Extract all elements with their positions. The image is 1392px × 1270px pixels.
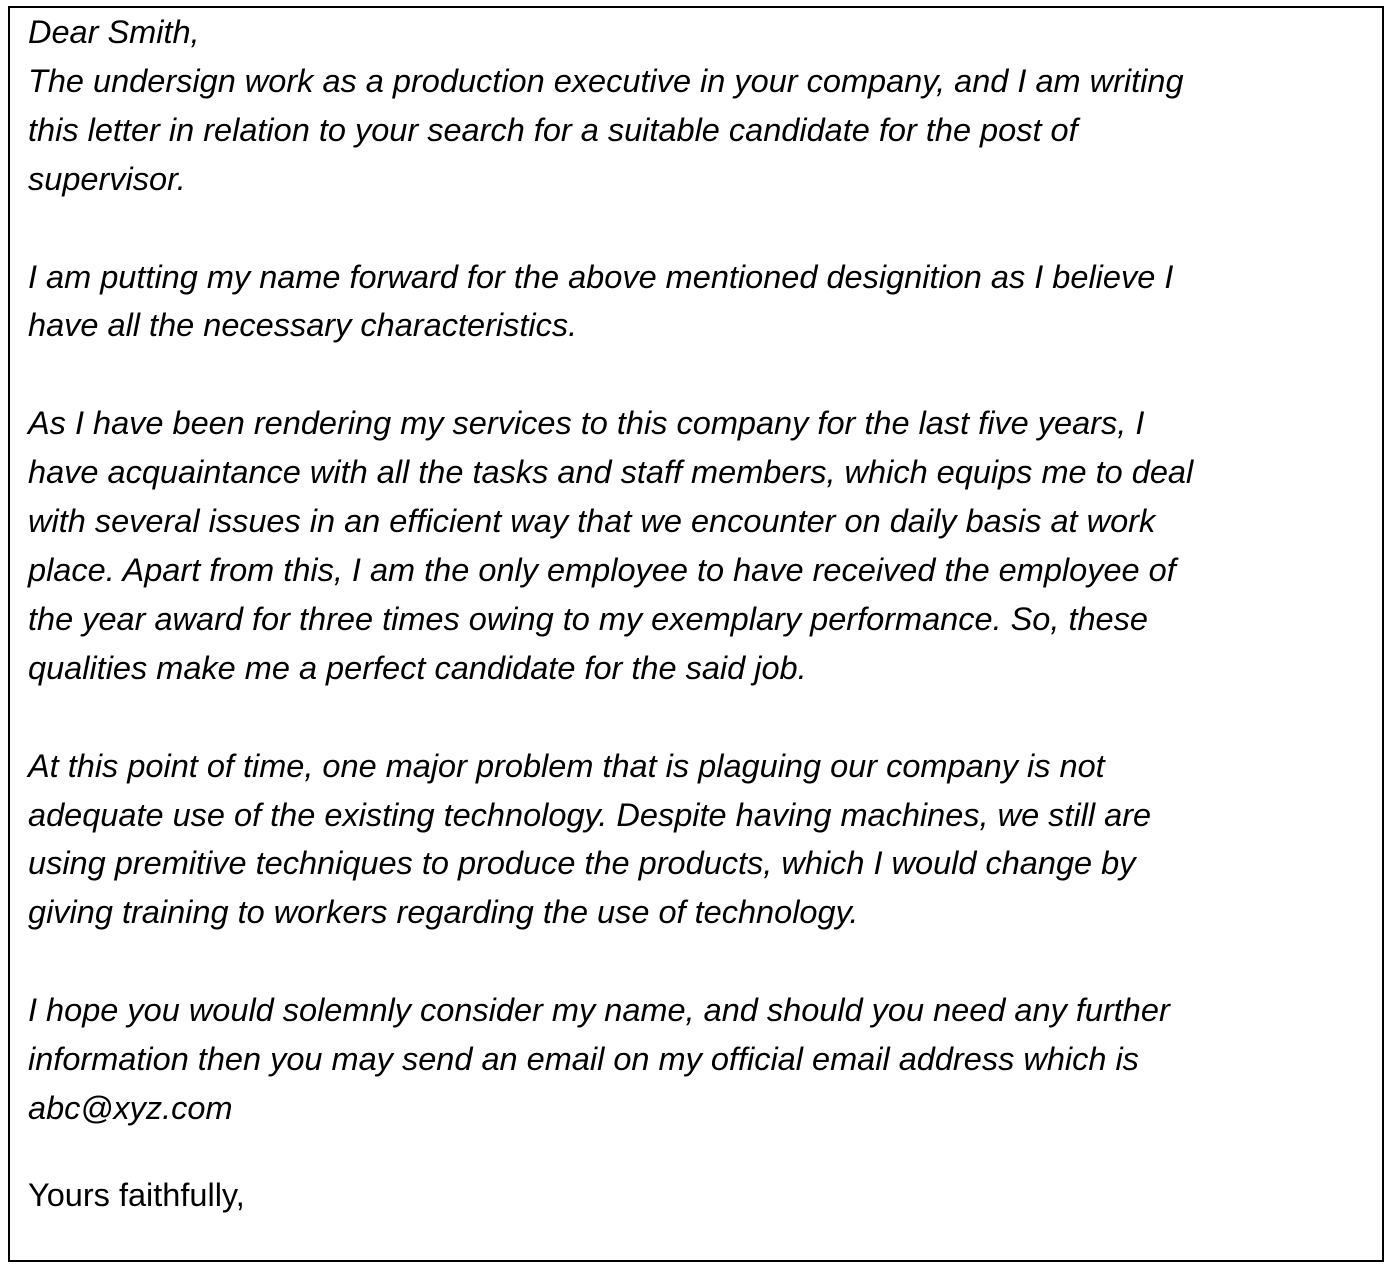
letter-frame: [8, 6, 1384, 1262]
letter-closing: Yours faithfully,: [28, 1177, 245, 1213]
letter-body: Dear Smith, The undersign work as a production executive in your company, and I am writing this letter in relation to your search for a suitable candidate for the post of supervisor. I am putting my name forward for the above mentioned designition as I believe I have all the necessary characteristics. As I have been rendering my services to this company for the last five years, I have acquaintance with all the tasks and staff members, which equips me to deal with several issues in an efficient way that we encounter on daily basis at work place. Apart from this, I am the only employee to have received the employee of the year award for three times owing to my exemplary performance. So, these qualities make me a perfect candidate for the said job. At this point of time, one major problem that is plaguing our company is not adequate use of the existing technology. Despite having machines, we still are using premitive techniques to produce the products, which I would change by giving training to workers regarding the use of technology. I hope you would solemnly consider my name, and should you need any further information then you may send an email on my official email address which is abc@xyz.com: [28, 14, 1194, 1126]
